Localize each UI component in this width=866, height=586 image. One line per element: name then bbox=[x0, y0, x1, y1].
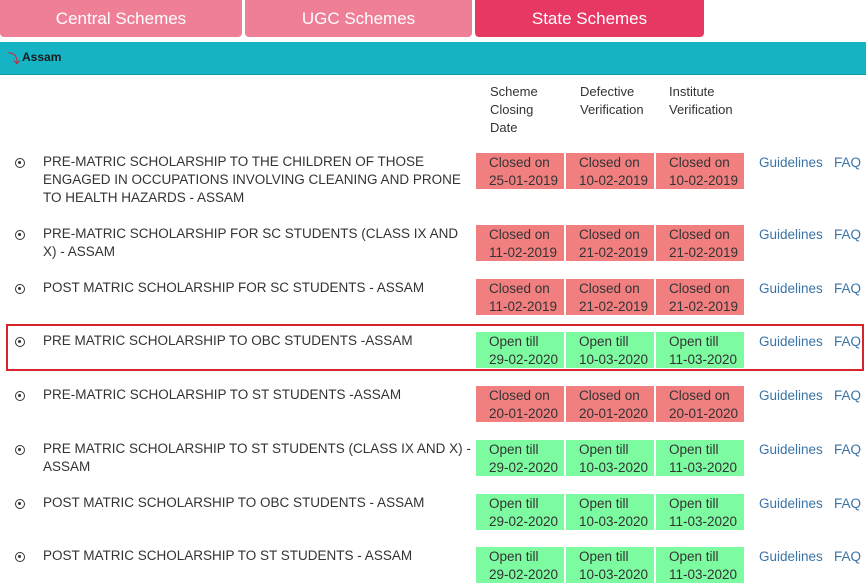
date-status-text: 11-02-2019 bbox=[489, 245, 558, 260]
date-status-text: 20-01-2020 bbox=[579, 406, 649, 421]
date-status-text: Open till bbox=[489, 549, 539, 564]
selected-scheme-highlight bbox=[6, 324, 864, 371]
closing-date-cell bbox=[476, 225, 564, 261]
date-status-text: Open till bbox=[489, 334, 539, 349]
scheme-title: PRE MATRIC SCHOLARSHIP TO ST STUDENTS (CLASS IX AND X) - ASSAM bbox=[43, 441, 471, 474]
column-header-line: Institute bbox=[669, 84, 715, 99]
date-status-text: 21-02-2019 bbox=[579, 245, 649, 260]
faq-link[interactable]: FAQ bbox=[834, 549, 862, 564]
column-header-line: Verification bbox=[580, 102, 644, 117]
date-status-text: 29-02-2020 bbox=[489, 352, 559, 367]
date-status-text: Open till bbox=[669, 442, 719, 457]
date-status-text: 10-03-2020 bbox=[579, 567, 649, 582]
defective-verification-cell bbox=[566, 225, 654, 261]
scheme-radio-icon[interactable] bbox=[15, 158, 25, 168]
date-status-text: Closed on bbox=[489, 388, 550, 403]
date-status-text: Open till bbox=[489, 496, 539, 511]
date-status-text: 11-02-2019 bbox=[489, 299, 558, 314]
date-status-text: Open till bbox=[579, 334, 629, 349]
institute-verification-cell bbox=[656, 153, 744, 189]
closing-date-cell bbox=[476, 153, 564, 189]
institute-verification-cell bbox=[656, 440, 744, 476]
scheme-title: PRE-MATRIC SCHOLARSHIP FOR SC STUDENTS (CLASS IX AND X) - ASSAM bbox=[43, 226, 459, 259]
faq-link[interactable]: FAQ bbox=[834, 227, 862, 242]
scheme-title: PRE-MATRIC SCHOLARSHIP TO ST STUDENTS -ASSAM bbox=[43, 387, 402, 402]
institute-verification-cell bbox=[656, 225, 744, 261]
defective-verification-cell bbox=[566, 494, 654, 530]
defective-verification-cell bbox=[566, 547, 654, 583]
date-status-text: 10-03-2020 bbox=[579, 460, 649, 475]
guidelines-link[interactable]: Guidelines bbox=[759, 442, 823, 457]
state-header[interactable] bbox=[0, 42, 866, 75]
scheme-radio-icon[interactable] bbox=[15, 445, 25, 455]
column-header-defective-verification bbox=[580, 83, 644, 119]
scheme-radio-icon[interactable] bbox=[15, 284, 25, 294]
date-status-text: 11-03-2020 bbox=[669, 567, 738, 582]
date-status-text: Closed on bbox=[489, 155, 550, 170]
institute-verification-cell bbox=[656, 547, 744, 583]
guidelines-link[interactable]: Guidelines bbox=[759, 496, 823, 511]
date-status-text: Closed on bbox=[579, 388, 640, 403]
date-status-text: Closed on bbox=[669, 281, 730, 296]
column-header-line: Verification bbox=[669, 102, 733, 117]
state-name: Assam bbox=[22, 50, 62, 64]
date-status-text: Open till bbox=[579, 442, 629, 457]
guidelines-link[interactable]: Guidelines bbox=[759, 227, 823, 242]
date-status-text: Open till bbox=[669, 549, 719, 564]
date-status-text: Closed on bbox=[579, 155, 640, 170]
date-status-text: Open till bbox=[489, 442, 539, 457]
date-status-text: 10-02-2019 bbox=[579, 173, 649, 188]
scheme-radio-icon[interactable] bbox=[15, 499, 25, 509]
date-status-text: 10-03-2020 bbox=[579, 514, 649, 529]
column-header-line: Closing bbox=[490, 102, 534, 117]
date-status-text: Closed on bbox=[669, 388, 730, 403]
guidelines-link[interactable]: Guidelines bbox=[759, 549, 823, 564]
tab-state-schemes[interactable]: State Schemes bbox=[475, 0, 704, 37]
scheme-title: POST MATRIC SCHOLARSHIP TO OBC STUDENTS - ASSAM bbox=[43, 495, 425, 510]
faq-link[interactable]: FAQ bbox=[834, 388, 862, 403]
date-status-text: Closed on bbox=[579, 227, 640, 242]
date-status-text: 21-02-2019 bbox=[579, 299, 649, 314]
expand-arrow-icon: ⤵ bbox=[8, 52, 21, 66]
date-status-text: Open till bbox=[669, 496, 719, 511]
guidelines-link[interactable]: Guidelines bbox=[759, 334, 823, 349]
scheme-title: POST MATRIC SCHOLARSHIP FOR SC STUDENTS - ASSAM bbox=[43, 280, 425, 295]
tab-ugc-schemes[interactable]: UGC Schemes bbox=[245, 0, 472, 37]
date-status-text: 20-01-2020 bbox=[489, 406, 559, 421]
closing-date-cell bbox=[476, 440, 564, 476]
faq-link[interactable]: FAQ bbox=[834, 334, 862, 349]
date-status-text: Closed on bbox=[579, 281, 640, 296]
date-status-text: Open till bbox=[579, 549, 629, 564]
guidelines-link[interactable]: Guidelines bbox=[759, 155, 823, 170]
date-status-text: 21-02-2019 bbox=[669, 245, 739, 260]
date-status-text: 29-02-2020 bbox=[489, 460, 559, 475]
scheme-tabs bbox=[0, 0, 866, 38]
scheme-radio-icon[interactable] bbox=[15, 391, 25, 401]
scheme-radio-icon[interactable] bbox=[15, 230, 25, 240]
date-status-text: 25-01-2019 bbox=[489, 173, 559, 188]
institute-verification-cell bbox=[656, 494, 744, 530]
closing-date-cell bbox=[476, 279, 564, 315]
faq-link[interactable]: FAQ bbox=[834, 281, 862, 296]
closing-date-cell bbox=[476, 386, 564, 422]
guidelines-link[interactable]: Guidelines bbox=[759, 281, 823, 296]
column-header-institute-verification bbox=[669, 83, 733, 119]
date-status-text: 11-03-2020 bbox=[669, 352, 738, 367]
date-status-text: Closed on bbox=[669, 155, 730, 170]
date-status-text: 11-03-2020 bbox=[669, 514, 738, 529]
column-header-line: Scheme bbox=[490, 84, 538, 99]
defective-verification-cell bbox=[566, 153, 654, 189]
date-status-text: Closed on bbox=[489, 281, 550, 296]
defective-verification-cell bbox=[566, 279, 654, 315]
column-header-closing-date bbox=[490, 83, 538, 137]
date-status-text: 20-01-2020 bbox=[669, 406, 739, 421]
date-status-text: Open till bbox=[579, 496, 629, 511]
date-status-text: 21-02-2019 bbox=[669, 299, 739, 314]
tab-central-schemes[interactable]: Central Schemes bbox=[0, 0, 242, 37]
date-status-text: 11-03-2020 bbox=[669, 460, 738, 475]
closing-date-cell bbox=[476, 494, 564, 530]
faq-link[interactable]: FAQ bbox=[834, 155, 862, 170]
scheme-radio-icon[interactable] bbox=[15, 552, 25, 562]
column-header-line: Date bbox=[490, 120, 518, 135]
date-status-text: Open till bbox=[669, 334, 719, 349]
faq-link[interactable]: FAQ bbox=[834, 496, 862, 511]
date-status-text: 10-02-2019 bbox=[669, 173, 739, 188]
date-status-text: 29-02-2020 bbox=[489, 514, 559, 529]
institute-verification-cell bbox=[656, 279, 744, 315]
defective-verification-cell bbox=[566, 440, 654, 476]
date-status-text: 29-02-2020 bbox=[489, 567, 559, 582]
scheme-title: PRE MATRIC SCHOLARSHIP TO OBC STUDENTS -ASSAM bbox=[43, 333, 413, 348]
column-header-line: Defective bbox=[580, 84, 635, 99]
date-status-text: 10-03-2020 bbox=[579, 352, 649, 367]
closing-date-cell bbox=[476, 547, 564, 583]
institute-verification-cell bbox=[656, 386, 744, 422]
defective-verification-cell bbox=[566, 386, 654, 422]
date-status-text: Closed on bbox=[489, 227, 550, 242]
guidelines-link[interactable]: Guidelines bbox=[759, 388, 823, 403]
date-status-text: Closed on bbox=[669, 227, 730, 242]
scheme-title: PRE-MATRIC SCHOLARSHIP TO THE CHILDREN OF THOSE ENGAGED IN OCCUPATIONS INVOLVING CLEANING AND PRONE TO HEALTH HAZARDS - ASSAM bbox=[43, 154, 461, 205]
faq-link[interactable]: FAQ bbox=[834, 442, 862, 457]
scheme-title: POST MATRIC SCHOLARSHIP TO ST STUDENTS - ASSAM bbox=[43, 548, 413, 563]
